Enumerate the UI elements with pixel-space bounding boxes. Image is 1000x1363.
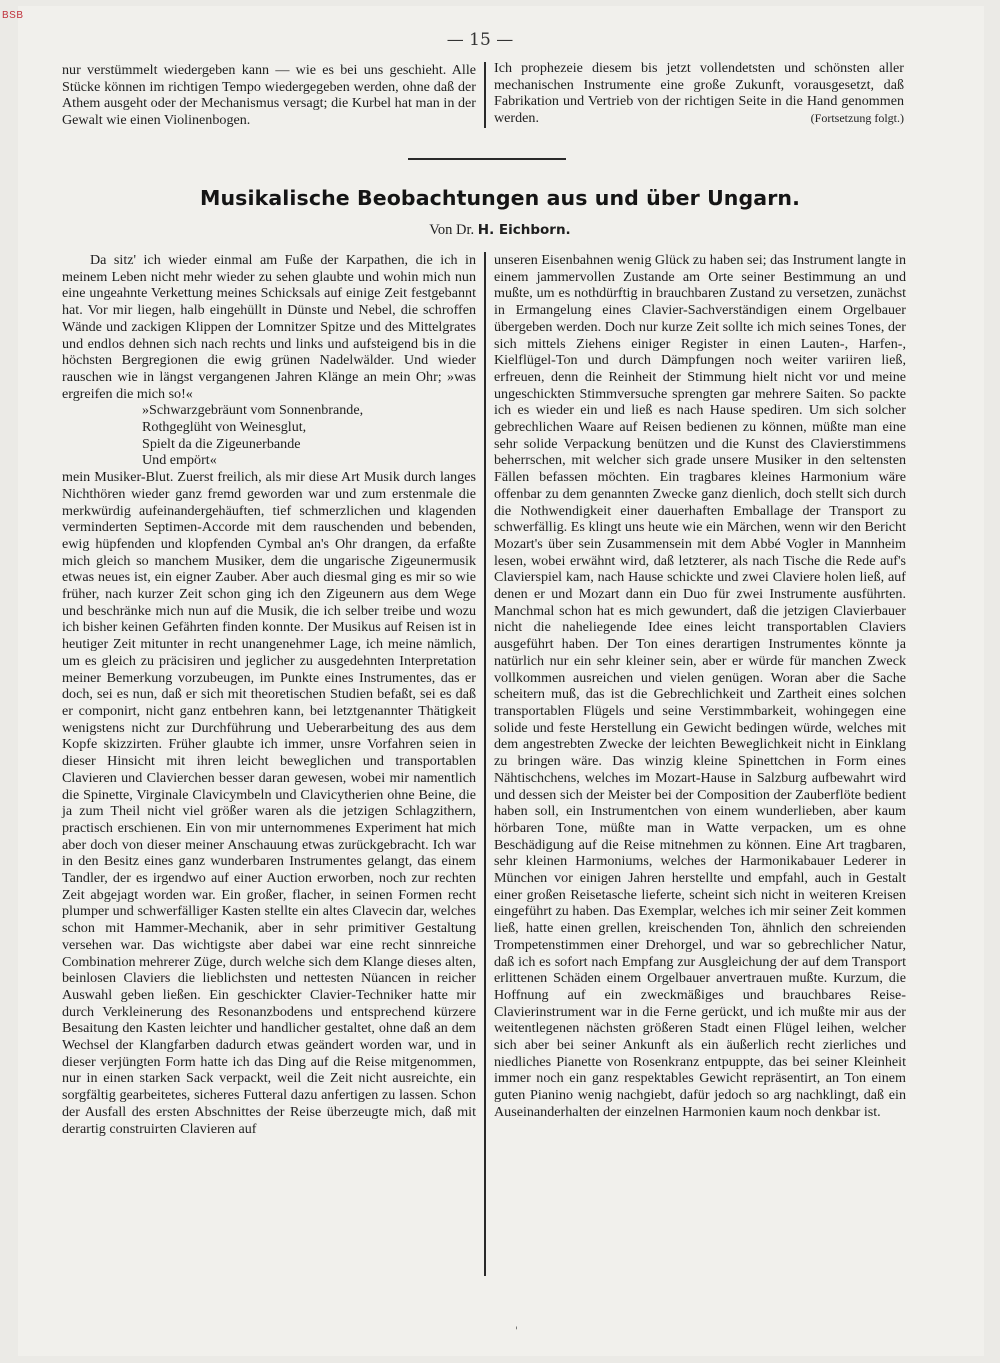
top-column-divider: [484, 62, 486, 128]
byline-prefix: Von Dr.: [429, 222, 475, 238]
article-column-right: [494, 252, 906, 1121]
article-byline: [300, 222, 700, 239]
poem-line: Und empört«: [142, 452, 217, 469]
poem-line: »Schwarzgebräunt vom Sonnenbrande,: [142, 402, 364, 419]
article-title: Musikalische Beobachtungen aus und über Ungarn.: [199, 186, 801, 210]
poem-quote: [142, 402, 476, 469]
paragraph-main-right: unseren Eisenbahnen wenig Glück zu haben sei; das Instrument langte in einem jammervollen Zustande am Orte seiner Bestimmung an und mußte, um es nothdürftig in brauchbaren Zustand zu versetzen, zunächst in Ermangelung eines Clavier-Sachverständigen einem Orgelbauer übergeben werden. Doch nur kurze Zeit sollte ich mich seines Tones, der sich mittels Ziehens einiger Register in einen Lauten-, Harfen-, Kielflügel-Ton und durch Dämpfungen noch weiter variiren ließ, erfreuen, denn die Reinheit der Stimmung hielt nicht vor und meine ungeschickten Stimmversuche sprengten gar mehrere Saiten. So packte ich es wieder ein und ließ es nach Hause spediren. Um sich solcher gebrechlichen Waare auf Reisen bedienen zu können, müßte man eine sehr solide Verpackung benützen und die Kunst des Clavierstimmens beherrschen, mit welcher sich grade unsere Musiker in den seltensten Fällen befassen möchten. Ein tragbares kleines Harmonium wäre offenbar zu dem genannten Zwecke ganz dienlich, doch stellt sich durch die Nothwendigkeit einer dauerhaften Emballage der Transport zu schwerfällig. Es klingt uns heute wie ein Märchen, wenn wir den Bericht Mozart's über sein Zusammensein mit dem Abbé Vogler in Mannheim lesen, wobei erwähnt wird, daß letzterer, als nach Tische die Rede auf's Clavierspiel kam, nach Hause schickte und zwei Claviere holen ließ, auf denen er und Mozart dann ein Duo für zwei Instrumente ausführten. Manchmal schon hat es mich gewundert, daß die jetzigen Clavierbauer nicht die naheliegende Idee eines leicht transportablen Claviers ausgeführt haben. Der Ton eines derartigen Instrumentes könnte ja natürlich nur ein sehr kleiner sein, aber er würde für manchen Zweck vollkommen ausreichen und vielen genügen. Woran aber die Sache scheitern muß, das ist die Gebrechlichkeit und Zartheit eines solchen transportablen Flügels und seine Verstimmbarkeit, wohingegen eine solide und feste Herstellung ein Gewicht bedingen würde, welches mit dem angestrebten Zwecke der leichten Beweglichkeit nicht in Einklang zu bringen wäre. Das winzig kleine Spinettchen in Form eines Nähtischchens, welches im Mozart-Hause in Salzburg aufbewahrt wird und dessen sich der Meister bei der Composition der Zauberflöte bedient haben soll, ein Instrumentchen von einem wunderlieben, aber kaum hörbaren Tone, müßte man in Watte verpacken, um es ohne Beschädigung auf die Reise mitnehmen zu können. Eine Art tragbaren, sehr kleinen Harmoniums, welches der Harmonikabauer Lederer in München vor einigen Jahren herstellte und empfahl, auch in Gestalt einer großen Reisetasche lieferte, scheint sich nicht in weiteren Kreisen eingeführt zu haben. Das Exemplar, welches ich mir seiner Zeit kommen ließ, hatte einen grellen, kreischenden Ton, ähnlich den schreienden Trompetenstimmen einer Drehorgel, und war so gebrechlicher Natur, daß ich es sofort nach Empfang zur Ausgleichung der auf dem Transport erlittenen Schäden einem Orgelbauer anvertrauen mußte. Kurzum, die Hoffnung auf ein zweckmäßiges und brauchbares Reise-Clavierinstrument war in die Ferne gerückt, und ich mußte mir aus der weitentlegenen nächsten größeren Stadt einen Flügel leihen, welcher sich aber bei seiner Ankunft als ein äußerlich recht zierliches und niedliches Pianette von Rosenkranz entpuppte, das bei seiner Kleinheit immer noch ein ganz respektables Gewicht repräsentirt, an Ton einem guten Pianino wenig nachgiebt, dafür jedoch so arg nachklingt, daß ein Auseinanderhalten der einzelnen Harmonien kaum noch denkbar ist.: [494, 252, 906, 1120]
continuation-left-text: nur verstümmelt wiedergeben kann — wie es bei uns geschieht. Alle Stücke können im richtigen Tempo wiedergegeben werden, ohne daß der Athem ausgeht oder der Mechanismus versagt; die Kurbel hat man in der Gewalt wie einen Violinenbogen.: [62, 62, 476, 129]
section-separator-rule: [408, 158, 566, 160]
page-number: — 15 —: [446, 30, 514, 50]
previous-article-continuation-right: [494, 60, 904, 127]
article-column-left: [62, 252, 476, 1137]
poem-line: Spielt da die Zigeunerbande: [142, 435, 301, 452]
print-mark: ': [515, 1326, 518, 1337]
main-column-divider: [484, 252, 486, 1276]
library-stamp: BSB: [2, 10, 24, 21]
paragraph-main-left: mein Musiker-Blut. Zuerst freilich, als mir diese Art Musik durch langes Nichthören wieder ganz fremd geworden war und zum erstenmale die merkwürdig aufeinandergehäuften, tief schmerzlichen und klagenden verminderten Septimen-Accorde mit dem rauschenden und bebenden, ewig hüpfenden und klopfenden Cymbal an's Ohr drangen, da erfaßte mich gleich so manchem Musiker, dem die ungarische Zigeunermusik etwas neues ist, ein eigner Zauber. Aber auch diesmal ging es mir so wie früher, nach kurzer Zeit schon ging ich den Zigeunern aus dem Wege und beschränke mich nun auf die Musik, die ich selber treibe und wozu ich bisher keinen Gefährten finden konnte. Der Musikus auf Reisen ist in heutiger Zeit mitunter in recht unangenehmer Lage, ich meine nämlich, um es gleich zu präcisiren und jeglicher zu ausgedehnten Interpretation meiner Bemerkung vorzubeugen, im Punkte eines Instrumentes, das er doch, sei es nun, daß er sich mit theoretischen Studien befaßt, sei es daß er componirt, nicht ganz entbehren kann, bei letztgenannter Thätigkeit wenigstens nicht zur Durchführung und Ueberarbeitung des aus dem Kopfe skizzirten. Früher glaubte ich immer, unsre Vorfahren seien in dieser Hinsicht mit ihren leicht beweglichen und transportablen Clavieren und Clavierchen besser daran gewesen, wobei mir namentlich die Spinette, Virginale Clavicymbeln und Clavicytherien ohne Beine, die ja zum Theil nicht viel größer waren als die jetzigen Schlagzithern, practisch erschienen. Ein von mir unternommenes Experiment hat mich aber doch von dieser meiner Anschauung etwas zurückgebracht. Ich war in den Besitz eines ganz wunderbaren Instrumentes gelangt, das einem Tandler, der es irgendwo auf einer Auction erworben, noch zur rechten Zeit abgejagt worden war. Ein großer, flacher, in seinen Formen recht plumper und schwerfälliger Kasten stellte ein altes Clavecin dar, welches schon mit Hammer-Mechanik, aber in sehr primitiver Gestaltung versehen war. Das wichtigste aber dabei war eine recht sinnreiche Combination mehrerer Züge, durch welche sich dem Klange dieses alten, beinlosen Claviers die lieblichsten und nettesten Nüancen in reicher Auswahl geben ließen. Ein geschickter Clavier-Techniker hatte mir durch Verkleinerung des Resonanzbodens und entsprechend kürzere Besaitung den Kasten leichter und handlicher gestaltet, ohne daß an dem Wechsel der Klangfarben dadurch etwas geändert worden war, und in dieser verjüngten Form hatte ich das Ding auf die Reise mitgenommen, nur in einen starken Sack verpackt, weil die Zeit nicht ausreichte, ein sorgfältig gearbeitetes, sicheres Futteral dazu anfertigen zu lassen. Schon der Ausfall des ersten Abschnittes der Reise überzeugte mich, daß mit derartig construirten Clavieren auf: [62, 469, 476, 1137]
continuation-right-text: Ich prophezeie diesem bis jetzt vollendetsten und schönsten aller mechanischen Instrumente eine große Zukunft, vorausgesetzt, daß Fabrikation und Vertrieb von der richtigen Seite in die Hand genommen werden.: [494, 60, 904, 127]
paragraph-intro: Da sitz' ich wieder einmal am Fuße der Karpathen, die ich in meinem Leben nicht mehr wieder zu sehen glaubte und wohin mich nun eine ungeahnte Verkettung meines Schicksals auf einige Zeit festgebannt hat. Vor mir liegen, halb eingehüllt in Dünste und Nebel, die schroffen Wände und zackigen Klippen der Lomnitzer Spitze und des Mittelgrates und endlos dehnen sich nach rechts und links und aufsteigend bis in die höchsten Bergregionen die ewig grünen Nadelwälder. Und wieder rauschen wie in längst vergangenen Jahren Klänge an mein Ohr; »was ergreifen die mich so!«: [62, 252, 476, 402]
poem-line: Rothgeglüht von Weinesglut,: [142, 419, 307, 436]
author-name: H. Eichborn.: [477, 222, 571, 238]
to-be-continued-note: (Fortsetzung folgt.): [810, 111, 904, 126]
previous-article-continuation-left: [62, 62, 476, 129]
